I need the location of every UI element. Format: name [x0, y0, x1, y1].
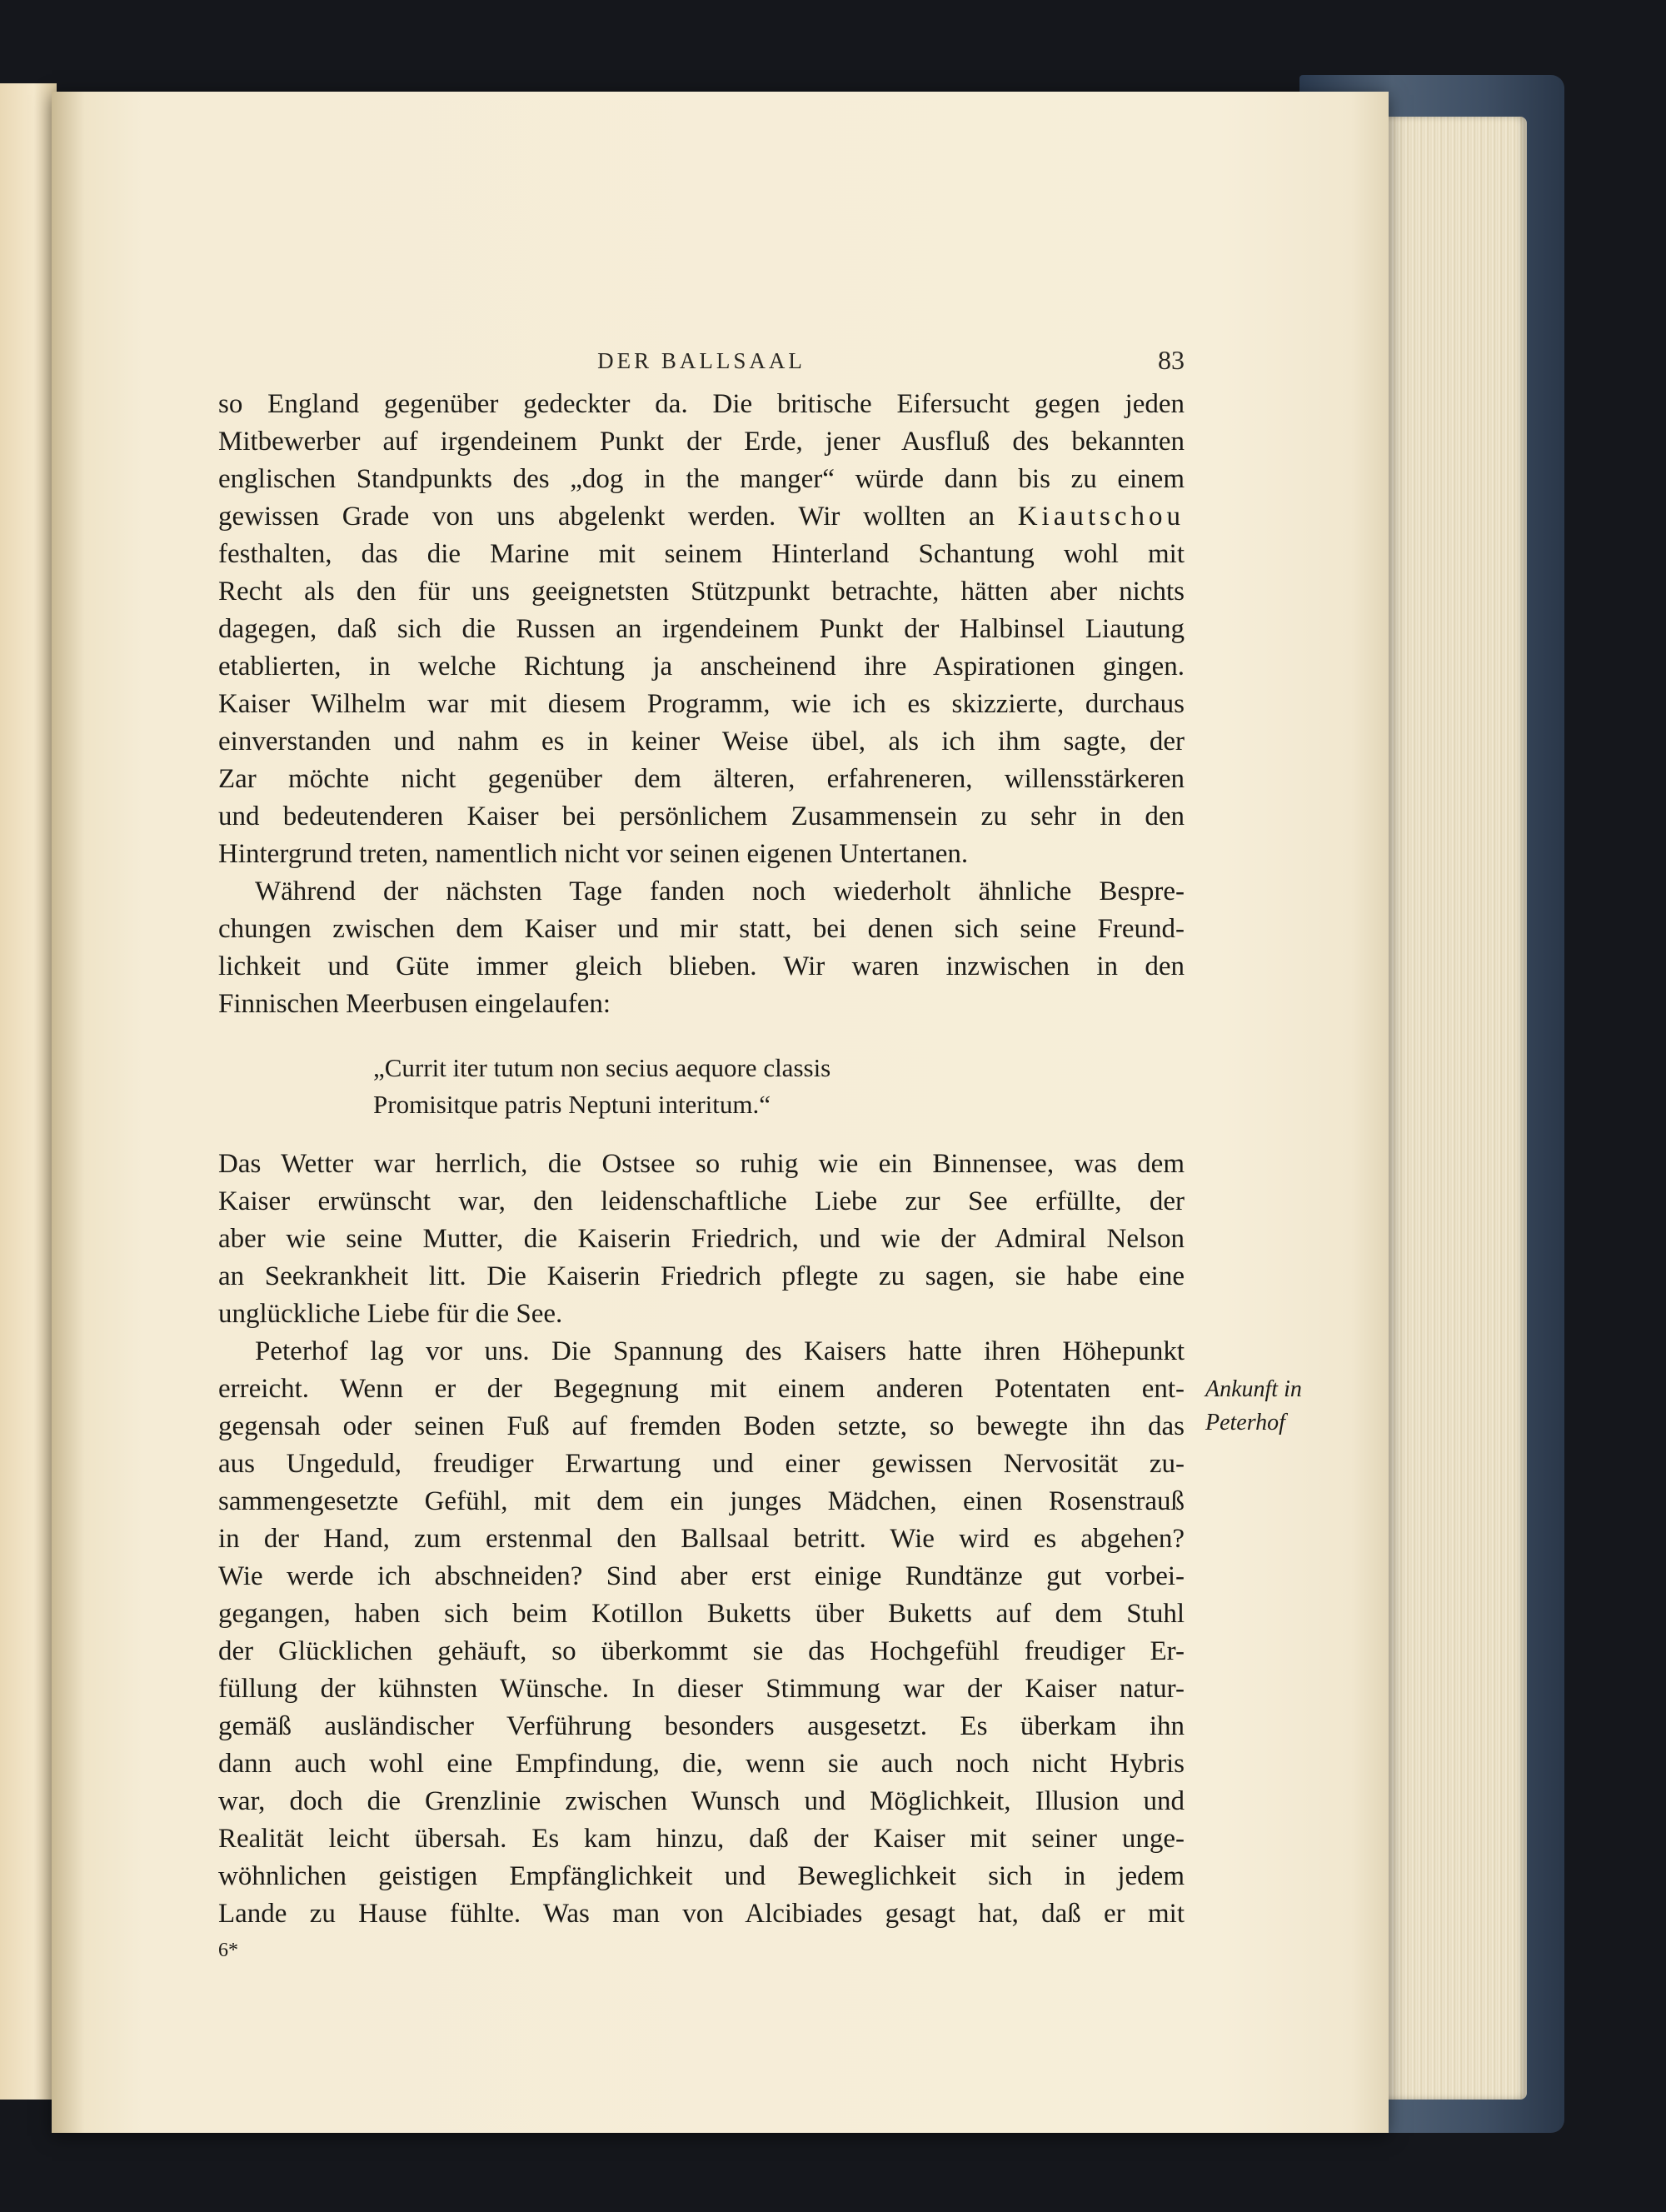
text-line: aber wie seine Mutter, die Kaiserin Friedrich, und wie der Admiral Nelson [218, 1224, 1185, 1254]
text-line: Lande zu Hause fühlte. Was man von Alcibiades gesagt hat, daß er mit [218, 1899, 1185, 1929]
text-line: an Seekrankheit litt. Die Kaiserin Friedrich pflegte zu sagen, sie habe eine [218, 1261, 1185, 1291]
margin-note: Ankunft in [1205, 1376, 1302, 1402]
text-line: und bedeutenderen Kaiser bei persönlichem Zusammensein zu sehr in den [218, 801, 1185, 831]
text-line: dann auch wohl eine Empfindung, die, wenn sie auch noch nicht Hybris [218, 1749, 1185, 1779]
text-line: füllung der kühnsten Wünsche. In dieser Stimmung war der Kaiser natur- [218, 1674, 1185, 1704]
text-line: Finnischen Meerbusen eingelaufen: [218, 989, 611, 1019]
running-head [218, 345, 1185, 382]
margin-note: Peterhof [1205, 1410, 1285, 1436]
text-line: Peterhof lag vor uns. Die Spannung des Kaisers hatte ihren Höhepunkt [255, 1336, 1185, 1366]
text-line: aus Ungeduld, freudiger Erwartung und einer gewissen Nervosität zu- [218, 1449, 1185, 1479]
text-line: gegensah oder seinen Fuß auf fremden Boden setzte, so bewegte ihn das [218, 1411, 1185, 1441]
text-line: Zar möchte nicht gegenüber dem älteren, erfahreneren, willensstärkeren [218, 764, 1185, 794]
text-line: unglückliche Liebe für die See. [218, 1299, 563, 1329]
text-line: chungen zwischen dem Kaiser und mir statt, bei denen sich seine Freund- [218, 914, 1185, 944]
text-line: sammengesetzte Gefühl, mit dem ein junges Mädchen, einen Rosenstrauß [218, 1486, 1185, 1516]
text-line: in der Hand, zum erstenmal den Ballsaal betritt. Wie wird es abgehen? [218, 1524, 1185, 1554]
book-page [52, 92, 1389, 2133]
previous-page-edge [0, 83, 57, 2100]
text-line: so England gegenüber gedeckter da. Die britische Eifersucht gegen jeden [218, 389, 1185, 419]
text-line: Kaiser erwünscht war, den leidenschaftliche Liebe zur See erfüllte, der [218, 1186, 1185, 1216]
text-line: erreicht. Wenn er der Begegnung mit einem anderen Potentaten ent- [218, 1374, 1185, 1404]
chapter-title: DER BALLSAAL [597, 348, 806, 373]
text-line: Während der nächsten Tage fanden noch wiederholt ähnliche Bespre- [255, 876, 1185, 906]
emphasized-place-name: Kiautschou [1017, 502, 1185, 532]
text-span: gewissen Grade von uns abgelenkt werden. Wir wollten an [218, 502, 1018, 532]
text-line: festhalten, das die Marine mit seinem Hinterland Schantung wohl mit [218, 539, 1185, 569]
text-line: englischen Standpunkts des „dog in the manger“ würde dann bis zu einem [218, 464, 1185, 494]
text-line: war, doch die Grenzlinie zwischen Wunsch und Möglichkeit, Illusion und [218, 1786, 1185, 1816]
text-line: Realität leicht übersah. Es kam hinzu, daß der Kaiser mit seiner unge- [218, 1824, 1185, 1854]
text-line: dagegen, daß sich die Russen an irgendeinem Punkt der Halbinsel Liautung [218, 614, 1185, 644]
text-line: etablierten, in welche Richtung ja anscheinend ihre Aspirationen gingen. [218, 652, 1185, 682]
text-line: gemäß ausländischer Verführung besonders ausgesetzt. Es überkam ihn [218, 1711, 1185, 1741]
verse-line: „Currit iter tutum non secius aequore classis [373, 1053, 831, 1082]
signature-mark: 6* [218, 1940, 238, 1961]
text-line: Recht als den für uns geeignetsten Stützpunkt betrachte, hätten aber nichts [218, 577, 1185, 607]
text-line: der Glücklichen gehäuft, so überkommt sie das Hochgefühl freudiger Er- [218, 1636, 1185, 1666]
text-line: Hintergrund treten, namentlich nicht vor seinen eigenen Untertanen. [218, 839, 969, 869]
text-line: Das Wetter war herrlich, die Ostsee so ruhig wie ein Binnensee, was dem [218, 1149, 1185, 1179]
page-number: 83 [1158, 345, 1185, 375]
text-line [218, 498, 1185, 536]
text-line: Mitbewerber auf irgendeinem Punkt der Erde, jener Ausfluß des bekannten [218, 427, 1185, 457]
text-line: Wie werde ich abschneiden? Sind aber erst einige Rundtänze gut vorbei- [218, 1561, 1185, 1591]
text-line: gegangen, haben sich beim Kotillon Buketts über Buketts auf dem Stuhl [218, 1599, 1185, 1629]
text-line: wöhnlichen geistigen Empfänglichkeit und Beweglichkeit sich in jedem [218, 1861, 1185, 1891]
text-line: lichkeit und Güte immer gleich blieben. Wir waren inzwischen in den [218, 951, 1185, 981]
verse-line: Promisitque patris Neptuni interitum.“ [373, 1090, 771, 1119]
text-line: Kaiser Wilhelm war mit diesem Programm, wie ich es skizzierte, durchaus [218, 689, 1185, 719]
text-line: einverstanden und nahm es in keiner Weise übel, als ich ihm sagte, der [218, 727, 1185, 756]
